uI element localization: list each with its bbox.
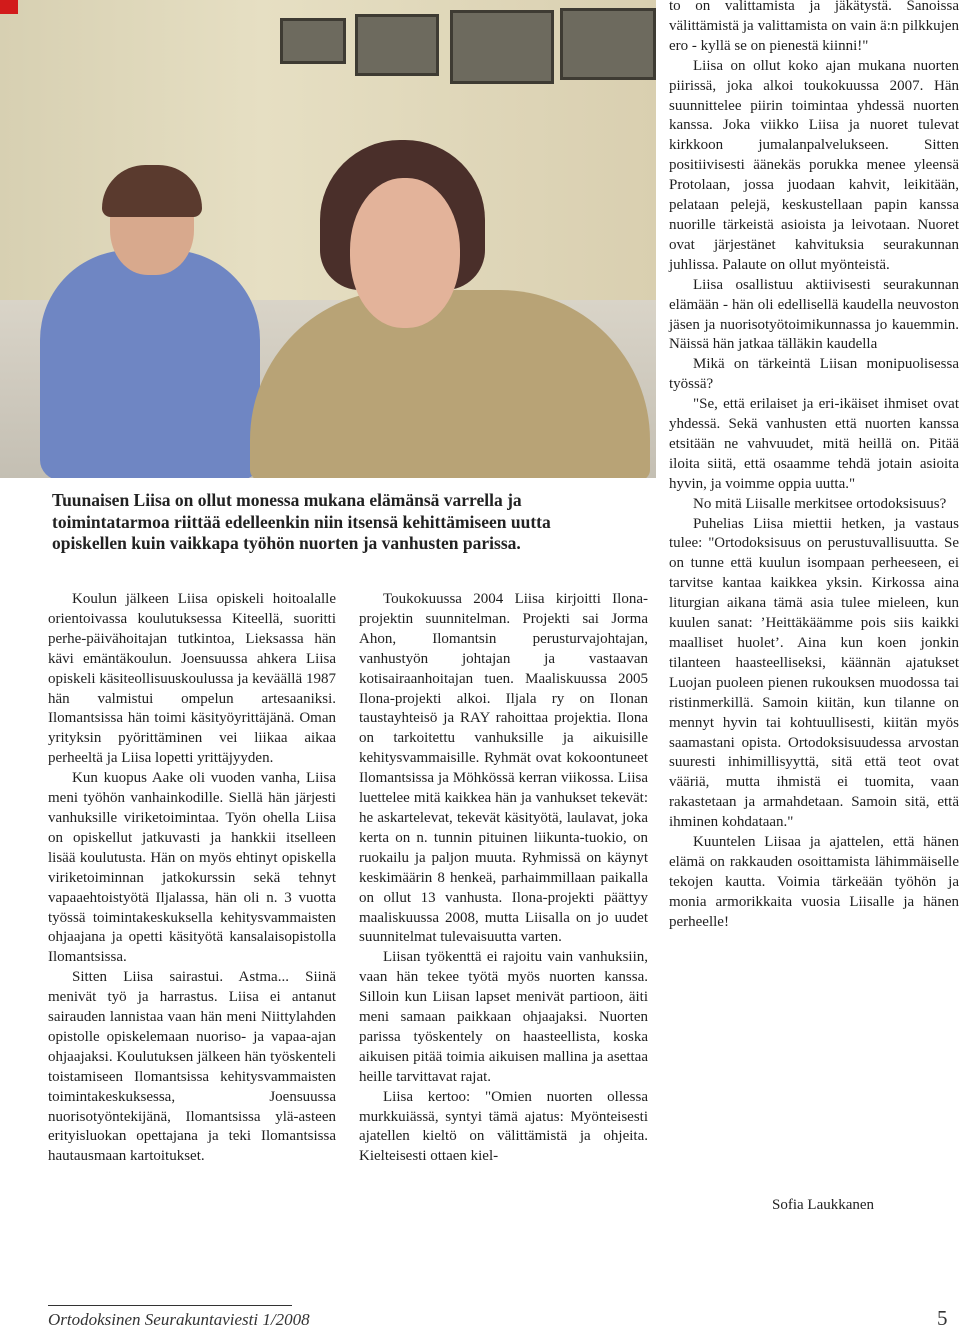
paragraph: Liisa osallistuu aktiivisesti seurakunnan elämään - hän oli edellisellä kaudella neuvoston jäsen ja nuorisotyötoimikunnassa jo kauemmin. Näissä hän jatkaa tälläkin kaudella: [669, 276, 959, 353]
paragraph: to on valittamista ja jäkätystä. Sanoissa välittämistä ja valittamista on vain ä:n pilkkujen ero - kyllä se on pienestä kiinni!": [669, 0, 959, 54]
publication-footer: Ortodoksinen Seurakuntaviesti 1/2008: [48, 1310, 310, 1329]
wall-picture-1: [280, 18, 346, 64]
footer-rule: [48, 1305, 292, 1306]
wall-picture-4: [560, 8, 656, 80]
wall-picture-2: [355, 14, 439, 76]
paragraph: Puhelias Liisa miettii hetken, ja vastaus tulee: "Ortodoksisuus on perustuvallisuutta. Se on tunne että kuulun isompaan perheeseen, ei tarvitse kantaa kaikkea yksin. Kirkossa aina liturgian aikana tämä asia tulee mieleen, kun kuulen sanat: ’Heittäkäämme pois siis kaikki maalliset huolet’. Aina kun koen jonkin tilanteen haasteelliseksi, käännän ajatukset Luojan puoleen pienen rukouksen muodossa tai ristinmerkillä. Samoin kiitän, kun tilanne on mennyt hyvin tai kohtuullisesti, kiitän myös saamastani opista. Ortodoksisuudessa arvostan suuresti inhimillisyyttä, sitä että teot ovat vääriä, mutta ihmistä ei tuomita, vaan rakastetaan ja armahdetaan. Samoin sitä, että ihminen kohdataan.": [669, 515, 959, 831]
article-column-1: [48, 590, 336, 1167]
paragraph: "Se, että erilaiset ja eri-ikäiset ihmiset ovat yhdessä. Sekä vanhusten että nuorten kanssa etsitään ne vahvuudet, mitä heillä on. Pitää iloita siitä, että osaamme tehdä jotain asioita hyvin, ja voimme oppia uutta.": [669, 396, 959, 492]
paragraph: Liisa kertoo: "Omien nuorten ollessa murkkuiässä, syntyi tämä ajatus: Myönteisesti ajatellen kieltö on välittämistä ja ohjeita. Kielteisesti ottaen kiel-: [359, 1088, 648, 1165]
author-signature: Sofia Laukkanen: [772, 1197, 875, 1213]
article-photo: [0, 0, 656, 478]
paragraph: Liisan työkenttä ei rajoitu vain vanhuksiin, vaan hän tekee työtä myös nuorten kanssa. Silloin kun Liisan lapset menivät partioon, äiti meni samaan paikkaan ohjaajaksi. Nuorten parissa työskentely on haasteellista, koska aikuisen pitää toimia aikuisen mallina ja asettaa heille tarvittavat rajat.: [359, 949, 648, 1085]
photo-person-left-body: [40, 250, 260, 478]
paragraph: Liisa on ollut koko ajan mukana nuorten piirissä, joka alkoi toukokuussa 2007. Hän suunnittelee piirin toimintaa yhdessä nuorten kanssa. Joka viikko Liisa ja nuoret tulevat kirkkoon jumalanpalvelukseen. Sitten positiivisesti äänekäs porukka menee yleensä Protolaan, jossa juodaan kahvit, leikitään, pelataan pelejä, keskustellaan papin kanssa nuorille tärkeistä asioista ja leivotaan. Nuoret ovat järjestänet kahvituksia seurakunnan juhlissa. Palaute on ollut myönteistä.: [669, 57, 959, 273]
photo-caption: Tuunaisen Liisa on ollut monessa mukana elämänsä varrella ja toimintatarmoa riittää edelleenkin niin itsensä kehittämiseen uutta opiskellen kuin vaikkapa työhön nuorten ja vanhusten parissa.: [52, 490, 551, 553]
paragraph: Kuuntelen Liisaa ja ajattelen, että hänen elämä on rakkauden osoittamista lähimmäiselle tekojen kautta. Voimia tärkeään työhön ja monia armorikkaita vuosia Liisalle ja hänen perheelle!: [669, 834, 959, 930]
paragraph: Kun kuopus Aake oli vuoden vanha, Liisa meni työhön vanhainkodille. Siellä hän järjesti vanhuksille viriketoimintaa. Työn ohella Liisa on opiskellut jatkuvasti ja hankkii itselleen lisää koulutusta. Hän on myös ehtinyt opiskella viriketoiminnan jatkokurssin sekä tehnyt vapaaehtoistyötä Iljalassa, hän oli n. 3 vuotta työssä toimintakeskuksella kehitysvammaisten ohjaajana ja opetti käsityötä kansalaisopistolla Ilomantsissa.: [48, 770, 336, 966]
wall-picture-3: [450, 10, 554, 84]
paragraph: Koulun jälkeen Liisa opiskeli hoitoalalle orientoivassa koulutuksessa Kiteellä, suoritti perhe-päivähoitajan tutkintoa, Lieksassa hän kävi emäntäkoulun. Joensuussa ahkera Liisa opiskeli käsiteollisuuskoulussa ja keväällä 1987 hän valmistui ompelun artesaaniksi. Ilomantsissa hän toimi käsityöyrittäjänä. Oman yrityksin pyörittäminen vei liikaa aikaa perheeltä ja Liisa lopetti yrittäjyyden.: [48, 591, 336, 767]
photo-person-right-head: [350, 178, 460, 328]
paragraph: Toukokuussa 2004 Liisa kirjoitti Ilona-projektin suunnitelman. Projekti sai Jorma Ahon, Ilomantsin perusturvajohtajan, vanhustyön johtajan ja vastaavan kotisairaanhoitajan tuen. Maaliskuussa 2005 Ilona-projekti alkoi. Iljala ry on Ilonan taustayhteisö ja RAY rahoittaa projektia. Ilona on tarkoitettu vanhuksille ja aikuisille kehitysvammaisille. Ryhmät ovat kokoontuneet Ilomantsissa ja Möhkössä kerran viikossa. Liisa luettelee mitä kaikkea hän ja vanhukset tekevät: he askartelevat, tekevät käsityötä, laulavat, joka kerta on n. tunnin pituinen liikunta-tuokio, on ruokailu ja paljon muuta. Ryhmissä on käynyt keskimäärin 8 henkeä, parhaimmillaan paikalla on ollut 13 vanhusta. Ilona-projekti päättyy maaliskuussa 2008, mutta Liisalla on jo uudet suunnitelmat tulevaisuutta varten.: [359, 591, 648, 946]
paragraph: Sitten Liisa sairastui. Astma... Siinä menivät työ ja harrastus. Liisa ei antanut sairauden lannistaa vaan hän meni Niittylahden opistolle opiskelemaan nuoriso- ja vapaa-ajan ohjaajaksi. Koulutuksen jälkeen hän työskenteli toistamiseen Ilomantsissa kehitysvammaisten toimintakeskuksessa, Joensuussa nuorisotyöntekijänä, Ilomantsissa ylä-asteen erityisluokan opettajana ja teki Ilomantsissa hautausmaan kartoitukset.: [48, 969, 336, 1165]
question: Mikä on tärkeintä Liisan monipuolisessa työssä?: [669, 356, 959, 393]
article-column-3: [669, 0, 959, 933]
page-number: 5: [937, 1306, 948, 1330]
article-column-2: [359, 590, 648, 1167]
red-corner-mark: [0, 0, 18, 14]
question: No mitä Liisalle merkitsee ortodoksisuus?: [693, 495, 947, 512]
